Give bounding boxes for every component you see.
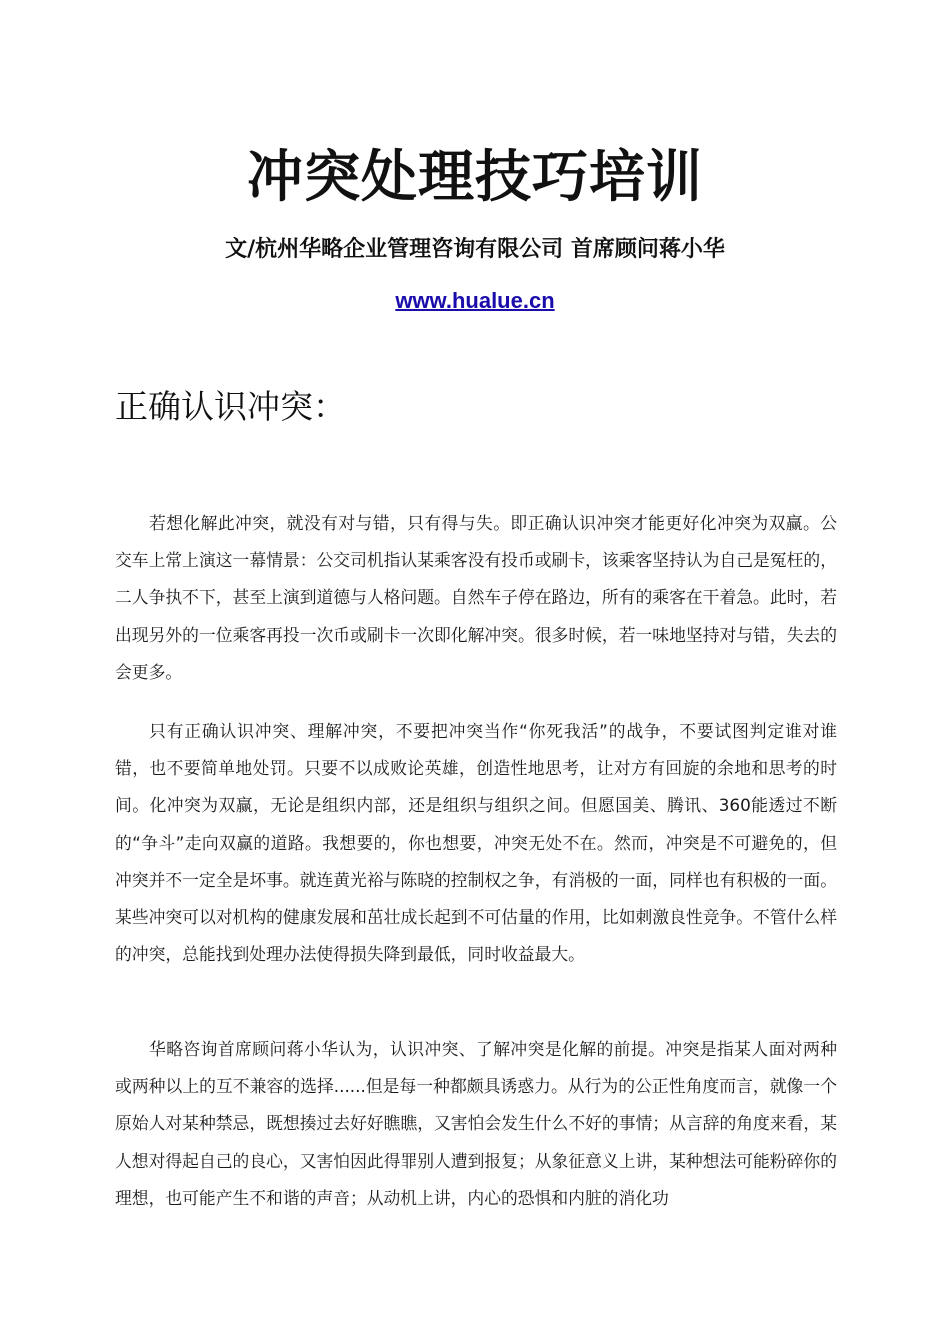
website-link[interactable]: www.hualue.cn — [395, 288, 555, 313]
document-title: 冲突处理技巧培训 — [247, 145, 703, 210]
paragraph-3: 华略咨询首席顾问蒋小华认为，认识冲突、了解冲突是化解的前提。冲突是指某人面对两种或两种以上的互不兼容的选择......但是每一种都颇具诱惑力。从行为的公正性角度而言，就像一个原始人对某种禁忌，既想揍过去好好瞧瞧，又害怕会发生什么不好的事情；从言辞的角度来看，某人想对得起自己的良心，又害怕因此得罪别人遭到报复；从象征意义上讲，某种想法可能粉碎你的理想，也可能产生不和谐的声音；从动机上讲，内心的恐惧和内脏的消化功 — [115, 1039, 837, 1208]
author-byline: 文/杭州华略企业管理咨询有限公司 首席顾问蒋小华 — [225, 237, 725, 262]
section-heading: 正确认识冲突： — [115, 387, 346, 426]
website-link-container — [0, 286, 950, 316]
paragraph-2: 只有正确认识冲突、理解冲突，不要把冲突当作“你死我活”的战争，不要试图判定谁对谁错，也不要简单地处罚。只要不以成败论英雄，创造性地思考，让对方有回旋的余地和思考的时间。化冲突为双赢，无论是组织内部，还是组织与组织之间。但愿国美、腾讯、360能透过不断的“争斗”走向双赢的道路。我想要的，你也想要，冲突无处不在。然而，冲突是不可避免的，但冲突并不一定全是坏事。就连黄光裕与陈晓的控制权之争，有消极的一面，同样也有积极的一面。某些冲突可以对机构的健康发展和茁壮成长起到不可估量的作用，比如刺激良性竞争。不管什么样的冲突，总能找到处理办法使得损失降到最低，同时收益最大。 — [115, 721, 837, 965]
paragraph-1: 若想化解此冲突，就没有对与错，只有得与失。即正确认识冲突才能更好化冲突为双赢。公交车上常上演这一幕情景：公交司机指认某乘客没有投币或刷卡，该乘客坚持认为自己是冤枉的，二人争执不下，甚至上演到道德与人格问题。自然车子停在路边，所有的乘客在干着急。此时，若出现另外的一位乘客再投一次币或刷卡一次即化解冲突。很多时候，若一味地坚持对与错，失去的会更多。 — [115, 513, 837, 682]
